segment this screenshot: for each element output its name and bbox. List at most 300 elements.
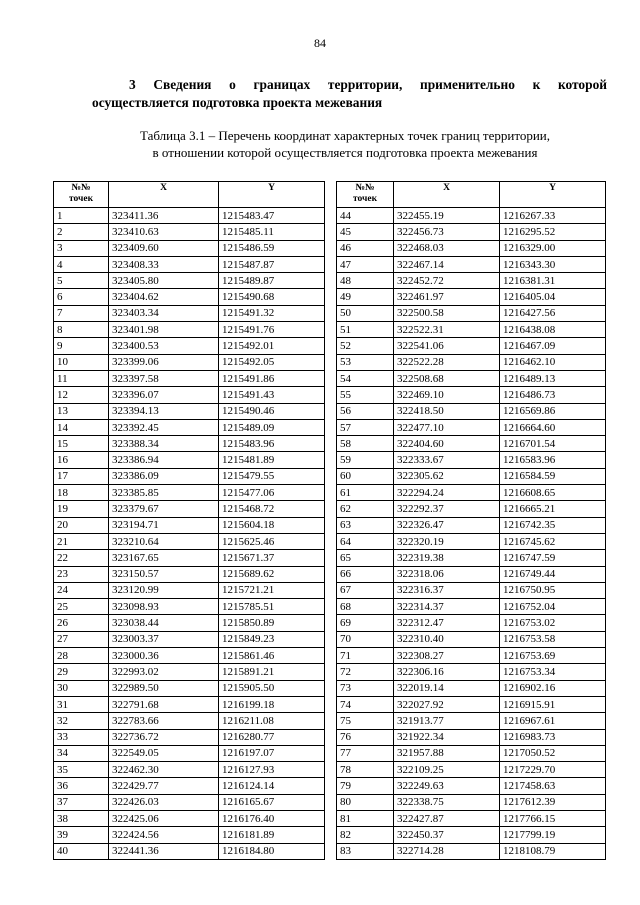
x-coordinate-cell: 322541.06 bbox=[394, 338, 500, 354]
header-x-left: X bbox=[109, 182, 219, 208]
column-gap bbox=[325, 387, 337, 403]
table-row bbox=[54, 696, 606, 712]
x-coordinate-cell: 323120.99 bbox=[109, 582, 219, 598]
y-coordinate-cell: 1216405.04 bbox=[500, 289, 606, 305]
x-coordinate-cell: 322320.19 bbox=[394, 533, 500, 549]
x-coordinate-cell: 321957.88 bbox=[394, 745, 500, 761]
point-number-cell: 75 bbox=[337, 713, 394, 729]
table-row bbox=[54, 289, 606, 305]
section-heading-line-1: 3 Сведения о границах территории, применительно к которой bbox=[129, 77, 607, 92]
y-coordinate-cell: 1216749.44 bbox=[500, 566, 606, 582]
table-row bbox=[54, 648, 606, 664]
y-coordinate-cell: 1215477.06 bbox=[219, 485, 325, 501]
y-coordinate-cell: 1216665.21 bbox=[500, 501, 606, 517]
table-body bbox=[54, 208, 606, 860]
x-coordinate-cell: 321913.77 bbox=[394, 713, 500, 729]
column-gap bbox=[325, 648, 337, 664]
point-number-cell: 54 bbox=[337, 370, 394, 386]
table-row bbox=[54, 778, 606, 794]
table-row bbox=[54, 550, 606, 566]
header-x-right: X bbox=[394, 182, 500, 208]
column-gap bbox=[325, 827, 337, 843]
x-coordinate-cell: 322714.28 bbox=[394, 843, 500, 859]
point-number-cell: 65 bbox=[337, 550, 394, 566]
x-coordinate-cell: 322294.24 bbox=[394, 485, 500, 501]
y-coordinate-cell: 1216211.08 bbox=[219, 713, 325, 729]
point-number-cell: 1 bbox=[54, 208, 109, 224]
x-coordinate-cell: 323386.94 bbox=[109, 452, 219, 468]
y-coordinate-cell: 1216176.40 bbox=[219, 810, 325, 826]
y-coordinate-cell: 1216199.18 bbox=[219, 696, 325, 712]
column-gap bbox=[325, 436, 337, 452]
y-coordinate-cell: 1215891.21 bbox=[219, 664, 325, 680]
column-gap bbox=[325, 794, 337, 810]
x-coordinate-cell: 323392.45 bbox=[109, 419, 219, 435]
x-coordinate-cell: 323394.13 bbox=[109, 403, 219, 419]
x-coordinate-cell: 322305.62 bbox=[394, 468, 500, 484]
column-gap bbox=[325, 615, 337, 631]
point-number-cell: 20 bbox=[54, 517, 109, 533]
table-row bbox=[54, 501, 606, 517]
y-coordinate-cell: 1217050.52 bbox=[500, 745, 606, 761]
point-number-cell: 56 bbox=[337, 403, 394, 419]
column-gap bbox=[325, 240, 337, 256]
column-gap bbox=[325, 273, 337, 289]
point-number-cell: 76 bbox=[337, 729, 394, 745]
column-gap bbox=[325, 517, 337, 533]
x-coordinate-cell: 322508.68 bbox=[394, 370, 500, 386]
table-row bbox=[54, 419, 606, 435]
x-coordinate-cell: 322456.73 bbox=[394, 224, 500, 240]
y-coordinate-cell: 1215689.62 bbox=[219, 566, 325, 582]
column-gap bbox=[325, 843, 337, 859]
y-coordinate-cell: 1215492.01 bbox=[219, 338, 325, 354]
point-number-cell: 67 bbox=[337, 582, 394, 598]
y-coordinate-cell: 1215671.37 bbox=[219, 550, 325, 566]
column-gap bbox=[325, 289, 337, 305]
y-coordinate-cell: 1216583.96 bbox=[500, 452, 606, 468]
point-number-cell: 19 bbox=[54, 501, 109, 517]
column-gap bbox=[325, 468, 337, 484]
column-gap bbox=[325, 745, 337, 761]
table-row bbox=[54, 273, 606, 289]
x-coordinate-cell: 323000.36 bbox=[109, 648, 219, 664]
column-gap bbox=[325, 403, 337, 419]
x-coordinate-cell: 321922.34 bbox=[394, 729, 500, 745]
point-number-cell: 71 bbox=[337, 648, 394, 664]
table-row bbox=[54, 354, 606, 370]
y-coordinate-cell: 1216127.93 bbox=[219, 762, 325, 778]
x-coordinate-cell: 322441.36 bbox=[109, 843, 219, 859]
column-gap bbox=[325, 354, 337, 370]
table-row bbox=[54, 582, 606, 598]
column-gap bbox=[325, 696, 337, 712]
x-coordinate-cell: 322427.87 bbox=[394, 810, 500, 826]
point-number-cell: 18 bbox=[54, 485, 109, 501]
column-gap bbox=[325, 550, 337, 566]
x-coordinate-cell: 322249.63 bbox=[394, 778, 500, 794]
y-coordinate-cell: 1216329.00 bbox=[500, 240, 606, 256]
table-row bbox=[54, 436, 606, 452]
x-coordinate-cell: 322333.67 bbox=[394, 452, 500, 468]
point-number-cell: 3 bbox=[54, 240, 109, 256]
x-coordinate-cell: 322418.50 bbox=[394, 403, 500, 419]
y-coordinate-cell: 1217612.39 bbox=[500, 794, 606, 810]
table-row bbox=[54, 452, 606, 468]
x-coordinate-cell: 322314.37 bbox=[394, 599, 500, 615]
column-gap bbox=[325, 370, 337, 386]
x-coordinate-cell: 322306.16 bbox=[394, 664, 500, 680]
column-gap bbox=[325, 599, 337, 615]
x-coordinate-cell: 323098.93 bbox=[109, 599, 219, 615]
column-gap bbox=[325, 680, 337, 696]
table-row bbox=[54, 533, 606, 549]
x-coordinate-cell: 323388.34 bbox=[109, 436, 219, 452]
x-coordinate-cell: 323397.58 bbox=[109, 370, 219, 386]
table-row bbox=[54, 762, 606, 778]
table-row bbox=[54, 485, 606, 501]
x-coordinate-cell: 322989.50 bbox=[109, 680, 219, 696]
column-gap bbox=[325, 566, 337, 582]
y-coordinate-cell: 1218108.79 bbox=[500, 843, 606, 859]
x-coordinate-cell: 322319.38 bbox=[394, 550, 500, 566]
point-number-cell: 37 bbox=[54, 794, 109, 810]
table-row bbox=[54, 256, 606, 272]
x-coordinate-cell: 322522.31 bbox=[394, 322, 500, 338]
column-gap bbox=[325, 533, 337, 549]
column-gap bbox=[325, 810, 337, 826]
point-number-cell: 66 bbox=[337, 566, 394, 582]
y-coordinate-cell: 1215468.72 bbox=[219, 501, 325, 517]
column-gap bbox=[325, 582, 337, 598]
table-row bbox=[54, 664, 606, 680]
section-heading bbox=[92, 76, 607, 112]
y-coordinate-cell: 1215785.51 bbox=[219, 599, 325, 615]
x-coordinate-cell: 322326.47 bbox=[394, 517, 500, 533]
x-coordinate-cell: 322549.05 bbox=[109, 745, 219, 761]
y-coordinate-cell: 1216701.54 bbox=[500, 436, 606, 452]
y-coordinate-cell: 1216280.77 bbox=[219, 729, 325, 745]
point-number-cell: 52 bbox=[337, 338, 394, 354]
x-coordinate-cell: 322467.14 bbox=[394, 256, 500, 272]
x-coordinate-cell: 322312.47 bbox=[394, 615, 500, 631]
table-row bbox=[54, 615, 606, 631]
point-number-cell: 5 bbox=[54, 273, 109, 289]
point-number-cell: 60 bbox=[337, 468, 394, 484]
point-number-cell: 22 bbox=[54, 550, 109, 566]
y-coordinate-cell: 1215604.18 bbox=[219, 517, 325, 533]
column-gap bbox=[325, 419, 337, 435]
y-coordinate-cell: 1216745.62 bbox=[500, 533, 606, 549]
table-row bbox=[54, 843, 606, 859]
x-coordinate-cell: 323403.34 bbox=[109, 305, 219, 321]
point-number-cell: 69 bbox=[337, 615, 394, 631]
x-coordinate-cell: 323194.71 bbox=[109, 517, 219, 533]
y-coordinate-cell: 1217229.70 bbox=[500, 762, 606, 778]
point-number-cell: 14 bbox=[54, 419, 109, 435]
y-coordinate-cell: 1215625.46 bbox=[219, 533, 325, 549]
y-coordinate-cell: 1215490.68 bbox=[219, 289, 325, 305]
point-number-cell: 17 bbox=[54, 468, 109, 484]
column-gap bbox=[325, 182, 337, 208]
x-coordinate-cell: 322461.97 bbox=[394, 289, 500, 305]
point-number-cell: 63 bbox=[337, 517, 394, 533]
x-coordinate-cell: 322109.25 bbox=[394, 762, 500, 778]
x-coordinate-cell: 323038.44 bbox=[109, 615, 219, 631]
y-coordinate-cell: 1216915.91 bbox=[500, 696, 606, 712]
column-gap bbox=[325, 631, 337, 647]
y-coordinate-cell: 1216752.04 bbox=[500, 599, 606, 615]
y-coordinate-cell: 1215491.43 bbox=[219, 387, 325, 403]
section-heading-line-2: осуществляется подготовка проекта межевания bbox=[92, 95, 383, 110]
point-number-cell: 8 bbox=[54, 322, 109, 338]
point-number-cell: 78 bbox=[337, 762, 394, 778]
column-gap bbox=[325, 664, 337, 680]
table-row bbox=[54, 729, 606, 745]
x-coordinate-cell: 323385.85 bbox=[109, 485, 219, 501]
x-coordinate-cell: 323404.62 bbox=[109, 289, 219, 305]
y-coordinate-cell: 1215492.05 bbox=[219, 354, 325, 370]
point-number-cell: 83 bbox=[337, 843, 394, 859]
y-coordinate-cell: 1216124.14 bbox=[219, 778, 325, 794]
y-coordinate-cell: 1216753.69 bbox=[500, 648, 606, 664]
x-coordinate-cell: 322404.60 bbox=[394, 436, 500, 452]
y-coordinate-cell: 1216753.58 bbox=[500, 631, 606, 647]
table-caption-line-1: Таблица 3.1 – Перечень координат характерных точек границ территории, bbox=[139, 128, 551, 143]
y-coordinate-cell: 1215489.87 bbox=[219, 273, 325, 289]
y-coordinate-cell: 1216467.09 bbox=[500, 338, 606, 354]
y-coordinate-cell: 1215483.96 bbox=[219, 436, 325, 452]
x-coordinate-cell: 322310.40 bbox=[394, 631, 500, 647]
point-number-cell: 32 bbox=[54, 713, 109, 729]
point-number-cell: 62 bbox=[337, 501, 394, 517]
x-coordinate-cell: 322477.10 bbox=[394, 419, 500, 435]
table-caption bbox=[80, 127, 610, 161]
point-number-cell: 38 bbox=[54, 810, 109, 826]
x-coordinate-cell: 323400.53 bbox=[109, 338, 219, 354]
y-coordinate-cell: 1216569.86 bbox=[500, 403, 606, 419]
y-coordinate-cell: 1215850.89 bbox=[219, 615, 325, 631]
y-coordinate-cell: 1215485.11 bbox=[219, 224, 325, 240]
point-number-cell: 39 bbox=[54, 827, 109, 843]
x-coordinate-cell: 323408.33 bbox=[109, 256, 219, 272]
point-number-cell: 48 bbox=[337, 273, 394, 289]
point-number-cell: 64 bbox=[337, 533, 394, 549]
x-coordinate-cell: 322452.72 bbox=[394, 273, 500, 289]
y-coordinate-cell: 1215487.87 bbox=[219, 256, 325, 272]
point-number-cell: 45 bbox=[337, 224, 394, 240]
point-number-cell: 15 bbox=[54, 436, 109, 452]
x-coordinate-cell: 322338.75 bbox=[394, 794, 500, 810]
point-number-cell: 58 bbox=[337, 436, 394, 452]
point-number-cell: 46 bbox=[337, 240, 394, 256]
point-number-cell: 74 bbox=[337, 696, 394, 712]
x-coordinate-cell: 322316.37 bbox=[394, 582, 500, 598]
point-number-cell: 70 bbox=[337, 631, 394, 647]
x-coordinate-cell: 322468.03 bbox=[394, 240, 500, 256]
point-number-cell: 55 bbox=[337, 387, 394, 403]
y-coordinate-cell: 1216438.08 bbox=[500, 322, 606, 338]
x-coordinate-cell: 322027.92 bbox=[394, 696, 500, 712]
y-coordinate-cell: 1216184.80 bbox=[219, 843, 325, 859]
header-point-number-right: №№ точек bbox=[337, 182, 394, 208]
table-row bbox=[54, 387, 606, 403]
column-gap bbox=[325, 729, 337, 745]
x-coordinate-cell: 323167.65 bbox=[109, 550, 219, 566]
x-coordinate-cell: 323210.64 bbox=[109, 533, 219, 549]
point-number-cell: 59 bbox=[337, 452, 394, 468]
header-y-right: Y bbox=[500, 182, 606, 208]
x-coordinate-cell: 322318.06 bbox=[394, 566, 500, 582]
x-coordinate-cell: 323405.80 bbox=[109, 273, 219, 289]
table-row bbox=[54, 517, 606, 533]
y-coordinate-cell: 1216747.59 bbox=[500, 550, 606, 566]
table-row bbox=[54, 322, 606, 338]
y-coordinate-cell: 1215481.89 bbox=[219, 452, 325, 468]
y-coordinate-cell: 1215489.09 bbox=[219, 419, 325, 435]
point-number-cell: 12 bbox=[54, 387, 109, 403]
y-coordinate-cell: 1215491.86 bbox=[219, 370, 325, 386]
y-coordinate-cell: 1216967.61 bbox=[500, 713, 606, 729]
page-number: 84 bbox=[314, 36, 326, 50]
point-number-cell: 79 bbox=[337, 778, 394, 794]
table-header-row bbox=[54, 182, 606, 208]
x-coordinate-cell: 322424.56 bbox=[109, 827, 219, 843]
y-coordinate-cell: 1215849.23 bbox=[219, 631, 325, 647]
x-coordinate-cell: 322783.66 bbox=[109, 713, 219, 729]
y-coordinate-cell: 1217458.63 bbox=[500, 778, 606, 794]
point-number-cell: 28 bbox=[54, 648, 109, 664]
point-number-cell: 31 bbox=[54, 696, 109, 712]
table-row bbox=[54, 305, 606, 321]
y-coordinate-cell: 1215490.46 bbox=[219, 403, 325, 419]
column-gap bbox=[325, 713, 337, 729]
table-row bbox=[54, 794, 606, 810]
y-coordinate-cell: 1215486.59 bbox=[219, 240, 325, 256]
column-gap bbox=[325, 485, 337, 501]
y-coordinate-cell: 1216267.33 bbox=[500, 208, 606, 224]
y-coordinate-cell: 1216742.35 bbox=[500, 517, 606, 533]
point-number-cell: 33 bbox=[54, 729, 109, 745]
y-coordinate-cell: 1215483.47 bbox=[219, 208, 325, 224]
header-point-number-left: №№ точек bbox=[54, 182, 109, 208]
point-number-cell: 9 bbox=[54, 338, 109, 354]
point-number-cell: 24 bbox=[54, 582, 109, 598]
y-coordinate-cell: 1216462.10 bbox=[500, 354, 606, 370]
table-caption-line-2: в отношении которой осуществляется подготовка проекта межевания bbox=[152, 145, 538, 160]
column-gap bbox=[325, 256, 337, 272]
x-coordinate-cell: 323379.67 bbox=[109, 501, 219, 517]
coordinates-table bbox=[53, 181, 606, 860]
table-row bbox=[54, 240, 606, 256]
point-number-cell: 7 bbox=[54, 305, 109, 321]
x-coordinate-cell: 323401.98 bbox=[109, 322, 219, 338]
y-coordinate-cell: 1215491.76 bbox=[219, 322, 325, 338]
x-coordinate-cell: 322993.02 bbox=[109, 664, 219, 680]
table-row bbox=[54, 599, 606, 615]
x-coordinate-cell: 322469.10 bbox=[394, 387, 500, 403]
x-coordinate-cell: 322425.06 bbox=[109, 810, 219, 826]
x-coordinate-cell: 323396.07 bbox=[109, 387, 219, 403]
x-coordinate-cell: 323386.09 bbox=[109, 468, 219, 484]
table-row bbox=[54, 403, 606, 419]
table-row bbox=[54, 566, 606, 582]
column-gap bbox=[325, 762, 337, 778]
y-coordinate-cell: 1216489.13 bbox=[500, 370, 606, 386]
column-gap bbox=[325, 208, 337, 224]
x-coordinate-cell: 322455.19 bbox=[394, 208, 500, 224]
x-coordinate-cell: 323410.63 bbox=[109, 224, 219, 240]
table-row bbox=[54, 745, 606, 761]
table-row bbox=[54, 631, 606, 647]
column-gap bbox=[325, 224, 337, 240]
x-coordinate-cell: 322736.72 bbox=[109, 729, 219, 745]
table-row bbox=[54, 713, 606, 729]
x-coordinate-cell: 322450.37 bbox=[394, 827, 500, 843]
table-row bbox=[54, 468, 606, 484]
y-coordinate-cell: 1216753.34 bbox=[500, 664, 606, 680]
point-number-cell: 6 bbox=[54, 289, 109, 305]
point-number-cell: 11 bbox=[54, 370, 109, 386]
point-number-cell: 72 bbox=[337, 664, 394, 680]
point-number-cell: 57 bbox=[337, 419, 394, 435]
x-coordinate-cell: 322791.68 bbox=[109, 696, 219, 712]
y-coordinate-cell: 1216584.59 bbox=[500, 468, 606, 484]
x-coordinate-cell: 322522.28 bbox=[394, 354, 500, 370]
point-number-cell: 81 bbox=[337, 810, 394, 826]
point-number-cell: 53 bbox=[337, 354, 394, 370]
y-coordinate-cell: 1216608.65 bbox=[500, 485, 606, 501]
y-coordinate-cell: 1215905.50 bbox=[219, 680, 325, 696]
point-number-cell: 51 bbox=[337, 322, 394, 338]
point-number-cell: 13 bbox=[54, 403, 109, 419]
y-coordinate-cell: 1217799.19 bbox=[500, 827, 606, 843]
y-coordinate-cell: 1216343.30 bbox=[500, 256, 606, 272]
point-number-cell: 50 bbox=[337, 305, 394, 321]
point-number-cell: 27 bbox=[54, 631, 109, 647]
y-coordinate-cell: 1216983.73 bbox=[500, 729, 606, 745]
y-coordinate-cell: 1216165.67 bbox=[219, 794, 325, 810]
point-number-cell: 25 bbox=[54, 599, 109, 615]
y-coordinate-cell: 1216427.56 bbox=[500, 305, 606, 321]
table-row bbox=[54, 810, 606, 826]
point-number-cell: 36 bbox=[54, 778, 109, 794]
y-coordinate-cell: 1215721.21 bbox=[219, 582, 325, 598]
y-coordinate-cell: 1216753.02 bbox=[500, 615, 606, 631]
y-coordinate-cell: 1216902.16 bbox=[500, 680, 606, 696]
x-coordinate-cell: 323399.06 bbox=[109, 354, 219, 370]
point-number-cell: 23 bbox=[54, 566, 109, 582]
point-number-cell: 10 bbox=[54, 354, 109, 370]
y-coordinate-cell: 1217766.15 bbox=[500, 810, 606, 826]
x-coordinate-cell: 322429.77 bbox=[109, 778, 219, 794]
table-row bbox=[54, 208, 606, 224]
table-row bbox=[54, 680, 606, 696]
column-gap bbox=[325, 452, 337, 468]
column-gap bbox=[325, 322, 337, 338]
x-coordinate-cell: 323003.37 bbox=[109, 631, 219, 647]
point-number-cell: 61 bbox=[337, 485, 394, 501]
point-number-cell: 16 bbox=[54, 452, 109, 468]
y-coordinate-cell: 1216181.89 bbox=[219, 827, 325, 843]
point-number-cell: 30 bbox=[54, 680, 109, 696]
point-number-cell: 77 bbox=[337, 745, 394, 761]
point-number-cell: 26 bbox=[54, 615, 109, 631]
y-coordinate-cell: 1216486.73 bbox=[500, 387, 606, 403]
y-coordinate-cell: 1215479.55 bbox=[219, 468, 325, 484]
x-coordinate-cell: 323150.57 bbox=[109, 566, 219, 582]
y-coordinate-cell: 1216381.31 bbox=[500, 273, 606, 289]
